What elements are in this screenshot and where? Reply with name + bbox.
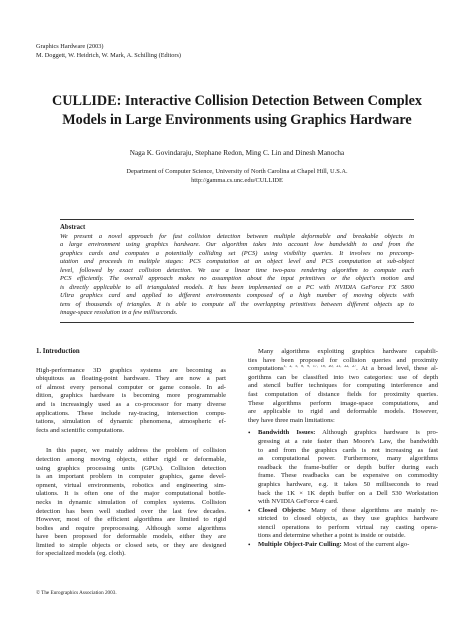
abstract-top-rule <box>60 219 414 220</box>
text-line: Many algorithms exploiting graphics hardware capabili- <box>258 348 438 355</box>
text-line: However, most of the efficient algorithms are limited to rigid <box>36 516 226 524</box>
citation-refs: 1, 2, 5, 8, 9, 17, 18, 20, 21, 22, 27 <box>283 365 357 369</box>
text-line: they have three main limitations: <box>248 416 335 424</box>
text-line: have been proposed for deformable models, either they are <box>36 533 226 541</box>
intro-paragraph-1 <box>36 367 226 436</box>
abstract-line: utation and proceeds in multiple stages: PCS computation at an object level and PCS computation at sub-object <box>60 258 414 266</box>
bullet-body <box>258 438 438 507</box>
text-line: frame. These readbacks can be expensive on commodity <box>258 472 438 480</box>
text-line: stencil operations to perform virtual ray casting opera- <box>258 523 438 531</box>
intro-paragraph-2 <box>36 447 226 559</box>
bullet-text: Many of these algorithms are mainly re- <box>305 506 438 514</box>
text-line: back the 1K × 1K depth buffer on a Dell 530 Workstation <box>258 489 438 497</box>
text-line: bodies and require preprocessing. Although some algorithms <box>36 524 226 532</box>
text-line: ties have been proposed for collision queries and proximity <box>248 356 438 364</box>
venue-line-1: Graphics Hardware (2003) <box>36 43 104 50</box>
text-line: for specialized models (eg. cloth). <box>36 550 126 558</box>
bullet-heading: Multiple Object-Pair Culling: <box>258 541 342 549</box>
text-line: ubiquitous as floating-point hardware. They are now a part <box>36 375 226 383</box>
text-line-with-citations <box>248 365 438 374</box>
text-line: using graphics processing units (GPUs). Collision detection <box>36 464 226 472</box>
abstract-line: tens of thousands of triangles. It is able to compute all the overlapping primitives between different objects up to <box>60 300 414 308</box>
text-line: and is increasingly used as a co-processor for many diverse <box>36 400 226 408</box>
text-line: fects and scientific computations. <box>36 426 125 434</box>
abstract-line: PCS efficiently. The overall approach makes no assumption about the input primitives or the object's motion and <box>60 275 414 283</box>
text-line: graphics hardware, e.g. it takes 50 milliseconds to read <box>258 480 438 488</box>
right-paragraph-1-rest <box>248 374 438 426</box>
text-line: In this paper, we mainly address the problem of collision <box>46 447 226 455</box>
paper-title <box>20 92 454 130</box>
text-line: limited to simple objects or closed sets, or they are designed <box>36 541 226 549</box>
text-line: tations, simulation of dynamic phenomena, atmospheric ef- <box>36 418 226 426</box>
venue-editors-line: M. Doggett, W. Heidrich, W. Mark, A. Schilling (Editors) <box>36 51 181 59</box>
right-column <box>248 348 438 550</box>
text-line: to and from the graphics cards is not increasing as fast <box>258 446 438 454</box>
text-fragment: . At a broad level, these al- <box>356 365 438 373</box>
bullet-heading: Closed Objects: <box>258 506 306 514</box>
bullet-dot: • <box>248 429 251 438</box>
text-line: stricted to closed objects, as they use graphics hardware <box>258 515 438 523</box>
abstract-line: is directly applicable to all triangulated models. It has been implemented on a PC with NVIDIA GeForce FX 5800 <box>60 283 414 291</box>
abstract-line: image-space resolution in a few milliseconds. <box>60 309 178 317</box>
copyright-footer: © The Eurographics Association 2003. <box>36 590 117 596</box>
text-line: with NVIDIA GeForce 4 card. <box>258 498 339 506</box>
abstract-line: level, followed by exact collision detection. We use a linear time two-pass rendering algorithm to compute each <box>60 266 414 274</box>
bullet-dot: • <box>248 506 251 515</box>
paper-title-line-2: Models in Large Environments using Graphics Hardware <box>62 112 412 128</box>
text-fragment: computations <box>248 365 284 373</box>
paragraph-gap <box>36 435 226 447</box>
text-line: High-performance 3D graphics systems are becoming as <box>36 366 226 374</box>
text-line: ulations. It is often one of the major computational bottle- <box>36 490 226 498</box>
bullet-text: Although graphics hardware is pro- <box>315 429 438 437</box>
paper-title-line-1: CULLIDE: Interactive Collision Detection Between Complex <box>51 93 422 109</box>
left-column <box>36 348 226 559</box>
text-line: as computational power. Furthermore, many algorithms <box>258 455 438 463</box>
affiliation <box>20 168 454 185</box>
bullet-multiple-object-pair-culling <box>248 541 438 550</box>
abstract-heading: Abstract <box>60 224 86 231</box>
abstract-line: graphics cards and computes a potentially colliding set (PCS) using visibility queries. It involves no precomp- <box>60 249 414 257</box>
text-line: and stencil buffer techniques for computing interference and <box>248 382 438 390</box>
affiliation-url: http://gamma.cs.unc.edu/CULLIDE <box>191 176 283 184</box>
text-line: fast computation of distance fields for proximity queries. <box>248 390 438 398</box>
bullet-first-line <box>258 507 438 516</box>
author-list: Naga K. Govindaraju, Stephane Redon, Ming C. Lin and Dinesh Manocha <box>129 149 345 157</box>
abstract-body <box>60 233 414 318</box>
text-line: detection among moving objects, either rigid or deformable, <box>36 455 226 463</box>
text-line: detection has been well studied over the last few decades. <box>36 507 226 515</box>
text-line: tions and determine whether a point is inside or outside. <box>258 532 406 540</box>
text-line: applications. These include ray-tracing, intersection compu- <box>36 409 226 417</box>
text-line: is an important problem in computer graphics, game devel- <box>36 473 226 481</box>
abstract-line: a large environment using graphics hardware. Our algorithm takes into account low bandwidth to and from the <box>60 241 414 249</box>
affiliation-department: Department of Computer Science, University of North Carolina at Chapel Hill, U.S.A. <box>126 168 348 175</box>
bullet-text: Most of the current algo- <box>341 541 410 549</box>
section-heading-introduction: 1. Introduction <box>36 348 80 355</box>
bullet-dot: • <box>248 541 251 550</box>
bullet-heading: Bandwidth Issues: <box>258 429 316 437</box>
text-line: opment, virtual environments, robotics and engineering sim- <box>36 481 226 489</box>
text-line: readback the frame-buffer or depth buffer during each <box>258 463 438 471</box>
venue-header <box>36 43 181 60</box>
bullet-bandwidth-issues <box>248 429 438 506</box>
text-line: gorithms can be classified into two categories: use of depth <box>248 373 438 381</box>
abstract-line: Ultra graphics card and applied to different environments composed of a high number of moving objects with <box>60 292 414 300</box>
text-line: dition, graphics hardware is becoming more programmable <box>36 392 226 400</box>
bullet-first-line <box>258 541 438 550</box>
bullet-first-line <box>258 429 438 438</box>
bullet-closed-objects <box>248 507 438 541</box>
text-line: of almost every personal computer or game console. In ad- <box>36 383 226 391</box>
text-line: gressing at a rate faster than Moore's Law, the bandwidth <box>258 437 438 445</box>
abstract-line: We present a novel approach for fast collision detection between multiple deformable and breakable objects in <box>60 233 414 240</box>
text-line: necks in dynamic simulation of complex systems. Collision <box>36 498 226 506</box>
text-line: are applicable to rigid and deformable models. However, <box>248 408 438 416</box>
bullet-body <box>258 515 438 541</box>
text-line: These algorithms perform image-space computations, and <box>248 399 438 407</box>
abstract-bottom-rule <box>60 322 414 323</box>
